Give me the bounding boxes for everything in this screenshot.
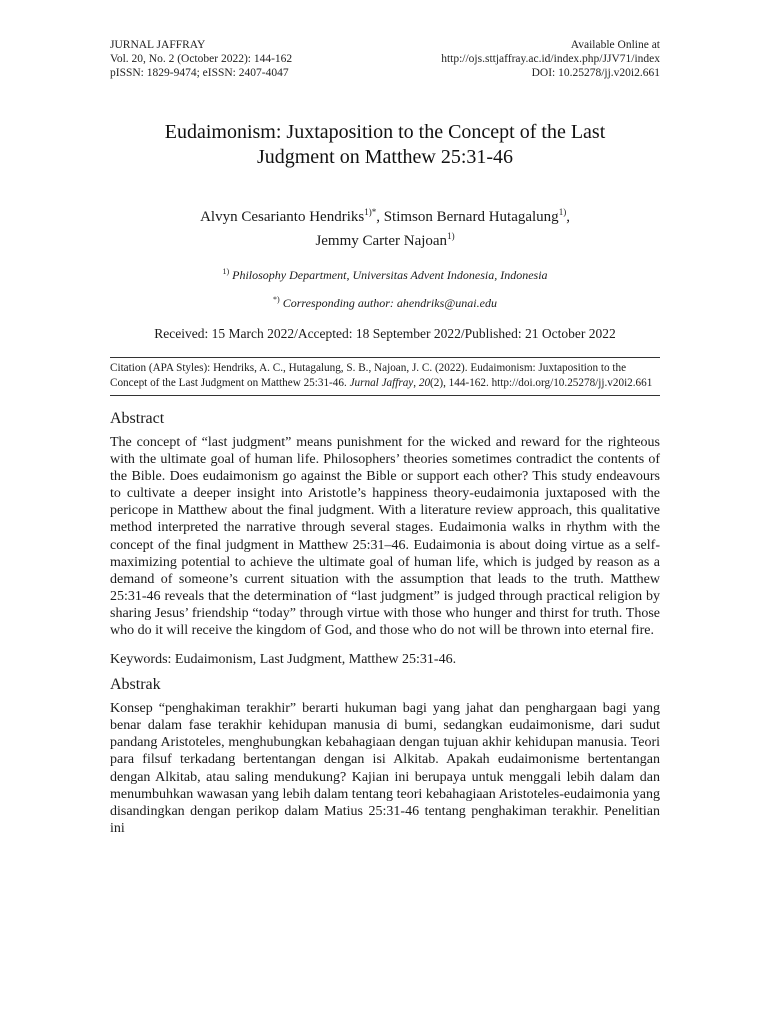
- journal-doi: DOI: 10.25278/jj.v20i2.661: [531, 67, 660, 79]
- journal-online-info: [441, 38, 660, 80]
- citation-journal: Jurnal Jaffray: [349, 377, 414, 389]
- keywords: Keywords: Eudaimonism, Last Judgment, Matthew 25:31-46.: [110, 652, 457, 668]
- author-1-mark: 1)*: [364, 207, 377, 217]
- abstract-text: The concept of “last judgment” means punishment for the wicked and reward for the righteous with the ultimate goal of human life. Philosophers’ theories sometimes contradict the contents of the Bible. Does eudaimonism go against the Bible or support each other? This study endeavours to cultivate a deeper insight into Aristotle’s happiness theory-eudaimonia juxtaposed with the pericope in Matthew about the final judgment. With a literature review approach, this qualitative method interpreted the narrative through several stages. Eudaimonia walks in rhythm with the concept of the final judgment in Matthew 25:31–46. Eudaimonia is about doing virtue as a self-maximizing potential to achieve the ultimate goal of human life, which is judged by reason as a demand of someone’s current situation with the assumption that leads to the truth. Matthew 25:31-46 reveals that the determination of “last judgment” is judged through practical religion by sharing Jesus’ friendship “today” through virtue with those who hunger and thirst for truth. Those who do it will receive the kingdom of God, and those who do not will be thrown into eternal fire.: [110, 435, 660, 639]
- author-2-name: , Stimson Bernard Hutagalung: [376, 209, 559, 225]
- corresponding-text: Corresponding author: ahendriks@unai.edu: [279, 296, 497, 310]
- corresponding-mark: *): [273, 295, 280, 304]
- author-list: [110, 203, 660, 251]
- author-3-mark: 1): [447, 231, 455, 241]
- journal-header: [110, 38, 660, 80]
- citation-text: Citation (APA Styles): Hendriks, A. C., Hutagalung, S. B., Najoan, J. C. (2022). Eudaimonism: Juxtaposition to the Concept of the Last Judgment on Matthew 25:31-46.: [110, 362, 627, 389]
- author-3-name: Jemmy Carter Najoan: [315, 233, 448, 249]
- affiliation-text: Philosophy Department, Universitas Advent Indonesia, Indonesia: [229, 268, 548, 282]
- available-online-label: Available Online at: [570, 39, 660, 51]
- journal-issn: pISSN: 1829-9474; eISSN: 2407-4047: [110, 67, 289, 79]
- authors-line-1: [110, 203, 660, 227]
- corresponding-author: [110, 295, 660, 311]
- authors-line-2: [110, 227, 660, 251]
- author-1-name: Alvyn Cesarianto Hendriks: [200, 209, 365, 225]
- abstrak-text: Konsep “penghakiman terakhir” berarti hukuman bagi yang jahat dan penghargaan bagi yang benar dalam fase terakhir kehidupan manusia di bumi, sedangkan eudaimonisme, dari sudut pandang Aristoteles, menghubungkan kebahagiaan dengan tujuan akhir kehidupan manusia. Teori para filsuf terkadang bertentangan dengan isi Alkitab. Apakah eudaimonisme bertentangan dengan Alkitab, atau saling mendukung? Kajian ini berupaya untuk menggali lebih dalam dan menumbuhkan wawasan yang lebih dalam tentang teori kebahagiaan Aristoteles-eudaimonia yang disandingkan dengan perikop dalam Matius 25:31-46 tentang penghakiman terakhir. Penelitian ini: [110, 701, 660, 836]
- affiliation: [110, 267, 660, 283]
- journal-info: [110, 38, 292, 80]
- citation-volume: 20: [418, 377, 431, 389]
- paper-page: [110, 38, 660, 837]
- journal-url-link[interactable]: http://ojs.sttjaffray.ac.id/index.php/JJV71/index: [441, 53, 660, 65]
- journal-volume: Vol. 20, No. 2 (October 2022): 144-162: [110, 53, 293, 65]
- author-2-comma: ,: [566, 209, 570, 225]
- author-2-mark: 1): [558, 207, 567, 217]
- publication-dates: Received: 15 March 2022/Accepted: 18 September 2022/Published: 21 October 2022: [154, 326, 616, 341]
- journal-name: JURNAL JAFFRAY: [110, 39, 206, 51]
- title-line-1: Eudaimonism: Juxtaposition to the Concept of the Last: [164, 121, 606, 143]
- abstract-heading: Abstract: [110, 410, 165, 427]
- citation-sep: ,: [413, 377, 419, 389]
- citation-box: [110, 357, 660, 396]
- title-line-2: Judgment on Matthew 25:31-46: [256, 146, 514, 168]
- abstrak-heading: Abstrak: [110, 676, 161, 694]
- paper-title: [110, 120, 660, 170]
- citation-pages-doi: (2), 144-162. http://doi.org/10.25278/jj.v20i2.661: [430, 377, 653, 389]
- affiliation-mark: 1): [222, 267, 230, 276]
